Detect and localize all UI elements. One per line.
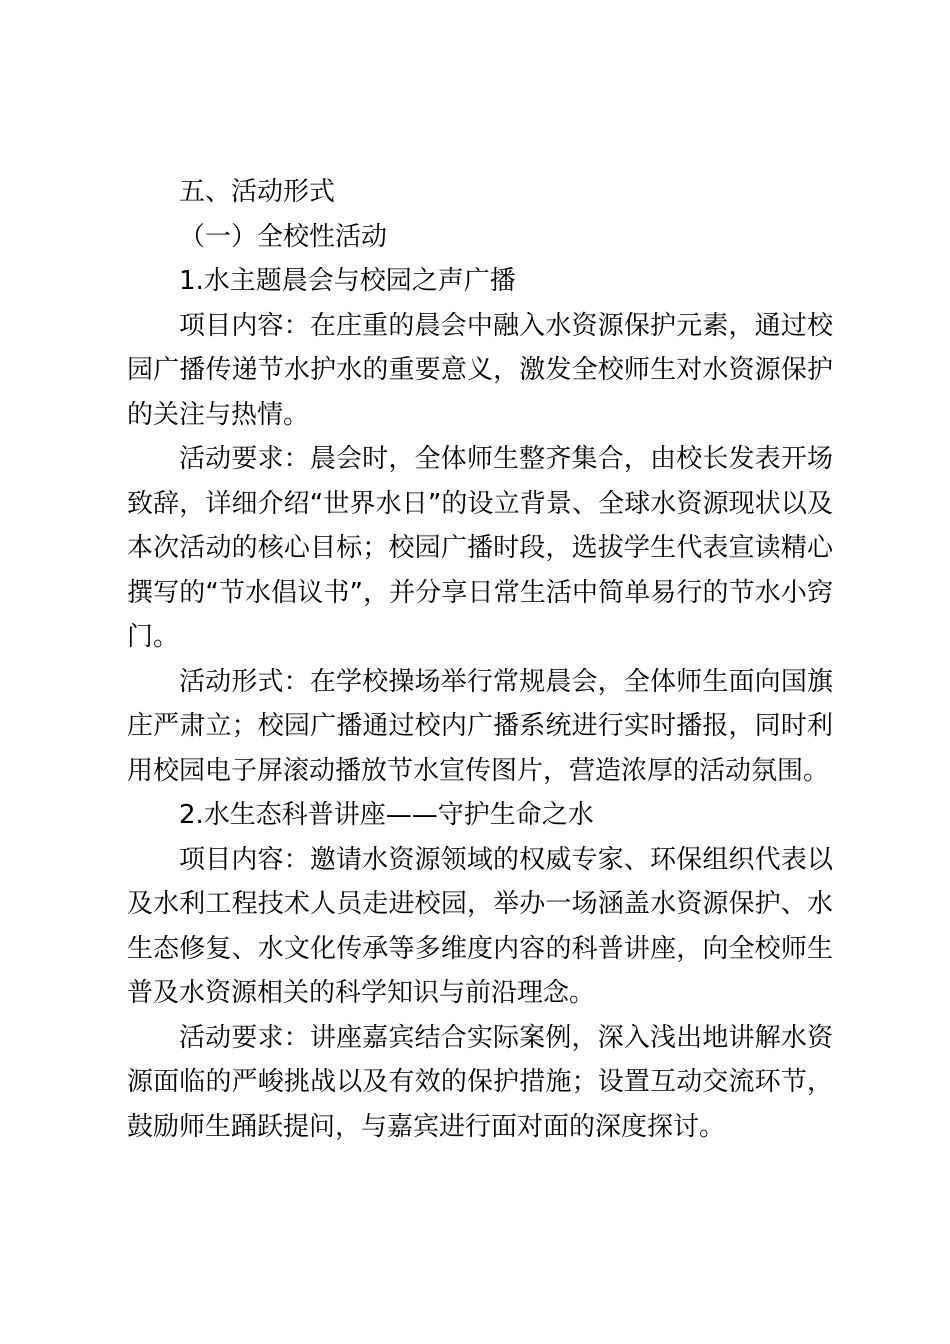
- item1-title: 1.水主题晨会与校园之声广播: [179, 266, 516, 296]
- item1-content-paragraph: 项目内容：在庄重的晨会中融入水资源保护元素，通过校园广播传递节水护水的重要意义，激发全校师生对水资源保护的关注与热情。: [127, 310, 833, 430]
- item2-requirements-paragraph: 活动要求：讲座嘉宾结合实际案例，深入浅出地讲解水资源面临的严峻挑战以及有效的保护措施；设置互动交流环节，鼓励师生踊跃提问，与嘉宾进行面对面的深度探讨。: [127, 1022, 833, 1142]
- item1-form-paragraph: 活动形式：在学校操场举行常规晨会，全体师生面向国旗庄严肃立；校园广播通过校内广播系统进行实时播报，同时利用校园电子屏滚动播放节水宣传图片，营造浓厚的活动氛围。: [127, 666, 833, 786]
- item2-title: 2.水生态科普讲座——守护生命之水: [179, 800, 594, 830]
- subsection-heading: （一）全校性活动: [179, 221, 388, 252]
- document-body: [127, 170, 833, 1149]
- section-heading: 五、活动形式: [179, 177, 336, 207]
- item2-content-paragraph: 项目内容：邀请水资源领域的权威专家、环保组织代表以及水利工程技术人员走进校园，举办一场涵盖水资源保护、水生态修复、水文化传承等多维度内容的科普讲座，向全校师生普及水资源相关的科学知识与前沿理念。: [127, 844, 833, 1008]
- item1-requirements-paragraph: 活动要求：晨会时，全体师生整齐集合，由校长发表开场致辞，详细介绍“世界水日”的设立背景、全球水资源现状以及本次活动的核心目标；校园广播时段，选拔学生代表宣读精心撰写的“节水倡议书”，并分享日常生活中简单易行的节水小窍门。: [127, 444, 833, 652]
